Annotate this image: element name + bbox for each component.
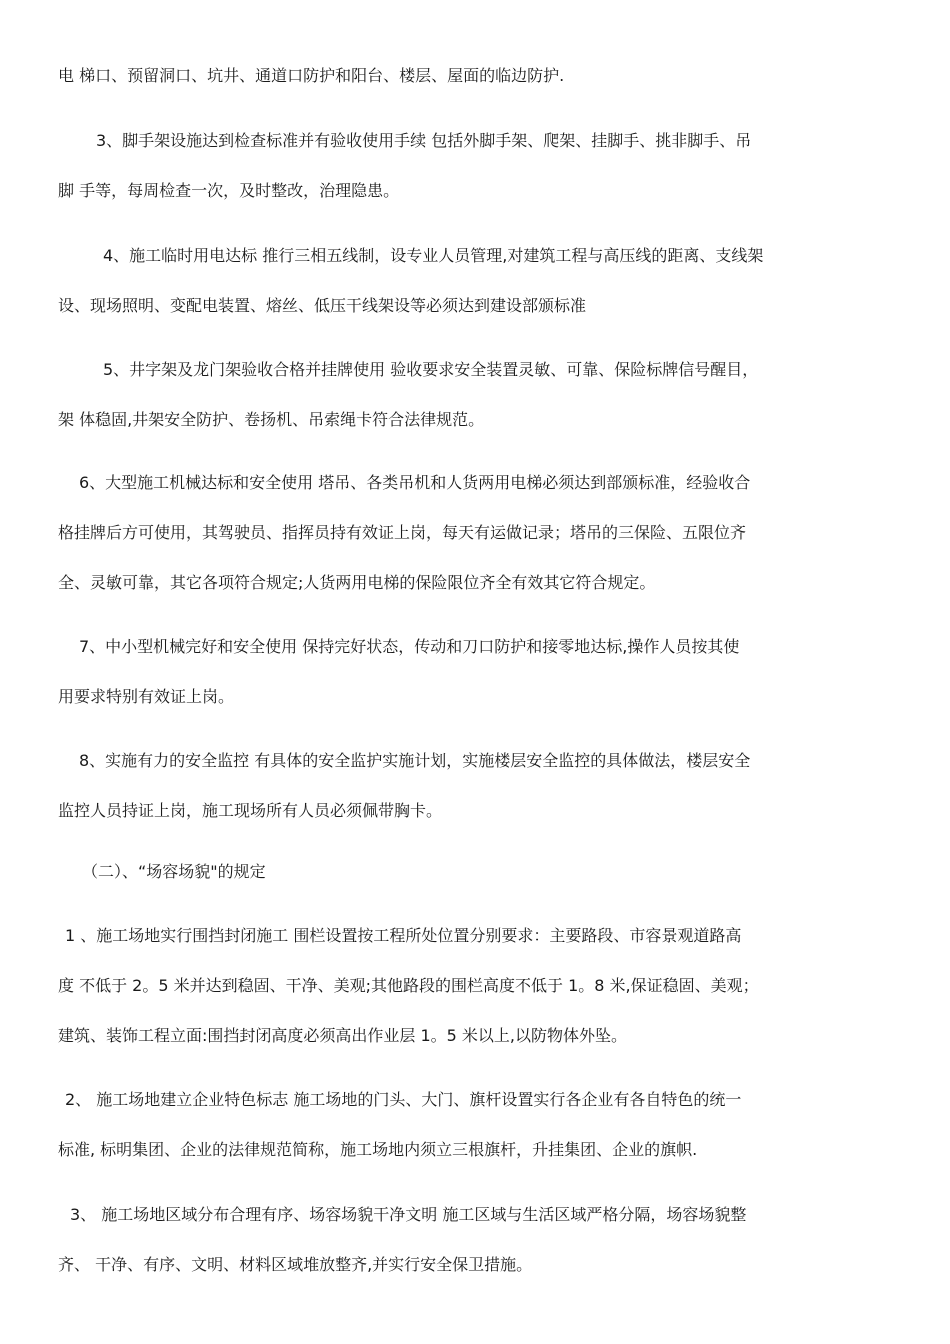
section-heading: （二）、“场容场貌"的规定 xyxy=(82,862,266,881)
text-line: 格挂牌后方可使用，其驾驶员、指挥员持有效证上岗，每天有运做记录；塔吊的三保险、五限位齐 xyxy=(58,523,747,542)
text-line: 架 体稳固,井架安全防护、卷扬机、吊索绳卡符合法律规范。 xyxy=(58,410,485,429)
text-line: 设、现场照明、变配电装置、熔丝、低压干线架设等必须达到建设部颁标准 xyxy=(58,296,587,315)
text-line: 建筑、装饰工程立面:围挡封闭高度必须高出作业层 1。5 米以上,以防物体外坠。 xyxy=(58,1026,628,1045)
text-line: 监控人员持证上岗，施工现场所有人员必须佩带胸卡。 xyxy=(58,801,443,820)
text-line: 5、井字架及龙门架验收合格并挂牌使用 验收要求安全装置灵敏、可靠、保险标牌信号醒目， xyxy=(103,360,759,379)
text-line: 3、 施工场地区域分布合理有序、场容场貌干净文明 施工区域与生活区域严格分隔，场容场貌整 xyxy=(70,1205,747,1224)
text-line: 1 、施工场地实行围挡封闭施工 围栏设置按工程所处位置分别要求：主要路段、市容景观道路高 xyxy=(65,926,742,945)
text-line: 全、灵敏可靠，其它各项符合规定;人货两用电梯的保险限位齐全有效其它符合规定。 xyxy=(58,573,656,592)
text-line: 4、施工临时用电达标 推行三相五线制，设专业人员管理,对建筑工程与高压线的距离、支线架 xyxy=(103,246,764,265)
text-line: 2、 施工场地建立企业特色标志 施工场地的门头、大门、旗杆设置实行各企业有各自特色的统一 xyxy=(65,1090,742,1109)
text-line: 用要求特别有效证上岗。 xyxy=(58,687,235,706)
text-line: 3、脚手架设施达到检查标准并有验收使用手续 包括外脚手架、爬架、挂脚手、挑非脚手、吊 xyxy=(96,131,752,150)
text-line: 标准, 标明集团、企业的法律规范简称，施工场地内须立三根旗杆，升挂集团、企业的旗帜. xyxy=(58,1140,698,1159)
text-line: 7、中小型机械完好和安全使用 保持完好状态，传动和刀口防护和接零地达标,操作人员按其使 xyxy=(79,637,740,656)
text-line: 8、实施有力的安全监控 有具体的安全监护实施计划，实施楼层安全监控的具体做法，楼层安全 xyxy=(79,751,751,770)
text-line: 电 梯口、预留洞口、坑井、通道口防护和阳台、楼层、屋面的临边防护. xyxy=(58,66,565,85)
text-line: 6、大型施工机械达标和安全使用 塔吊、各类吊机和人货两用电梯必须达到部颁标准，经验收合 xyxy=(79,473,751,492)
text-line: 齐、 干净、有序、文明、材料区域堆放整齐,并实行安全保卫措施。 xyxy=(58,1255,533,1274)
text-line: 脚 手等，每周检查一次，及时整改，治理隐患。 xyxy=(58,181,400,200)
text-line: 度 不低于 2。5 米并达到稳固、干净、美观;其他路段的围栏高度不低于 1。8 米,保证稳固、美观； xyxy=(58,976,759,995)
